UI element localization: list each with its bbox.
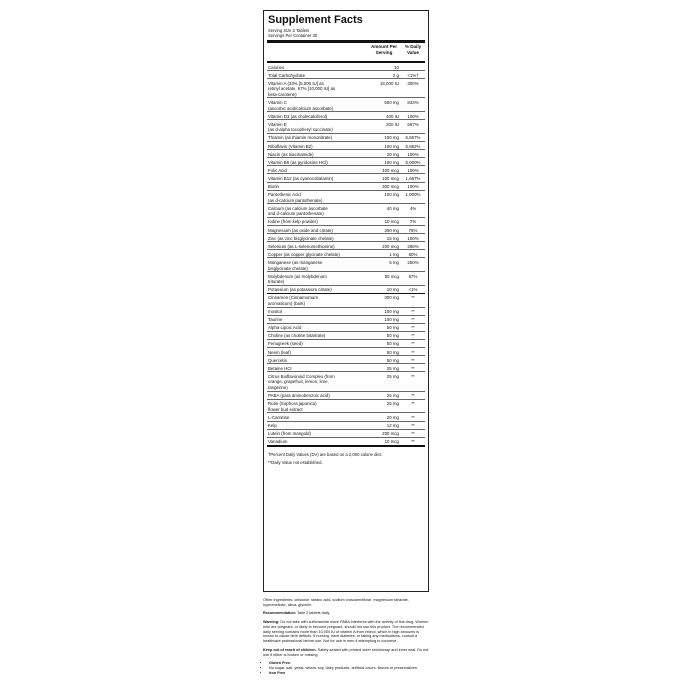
nutrient-daily-value: ** [411, 431, 415, 437]
nutrient-amount: 100 mg [384, 309, 399, 315]
nutrient-row [267, 413, 425, 421]
nutrient-amount: 400 mcg [382, 167, 399, 173]
nutrient-amount: 50 mg [386, 357, 399, 363]
nutrient-amount: 50 mcg [384, 273, 399, 279]
warning [263, 620, 429, 645]
nutrient-daily-value: 100% [407, 184, 419, 189]
nutrient-amount: 300 mcg [382, 184, 399, 189]
nutrient-row [267, 112, 425, 120]
nutrient-row [267, 174, 425, 182]
amount-header: Amount Per Serving [370, 44, 398, 55]
nutrient-amount: 25 mg [386, 401, 399, 407]
nutrient-name: Alpha Lipoic Acid [268, 325, 302, 331]
nutrient-row [267, 392, 425, 400]
nutrient-name: Vitamin C (ascorbic acid/calcium ascorbate) [268, 99, 334, 111]
nutrient-amount: 25 mg [386, 365, 399, 371]
nutrient-daily-value: 100% [407, 235, 419, 241]
nutrient-name: Selenium (as L-selenomethionine) [268, 243, 335, 249]
nutrient-daily-value: 250% [407, 259, 419, 265]
nutrient-row [267, 438, 425, 447]
nutrient-amount: 1 mg [389, 251, 399, 257]
nutrient-row [267, 166, 425, 174]
nutrient-row [267, 134, 425, 142]
nutrient-row [267, 356, 425, 364]
nutrient-row [267, 150, 425, 158]
recommendation-text: Take 2 tablets daily. [297, 611, 331, 616]
nutrient-name: Copper (as copper glycinate chelate) [268, 251, 340, 257]
nutrient-amount: 100 mcg [382, 175, 399, 181]
nutrient-name: Iodine (from kelp powder) [268, 219, 318, 225]
nutrient-name: Thiamin (as thiamin mononitrate) [268, 135, 333, 141]
free-from-label: Iron Free [269, 670, 286, 675]
free-from-item [269, 666, 429, 671]
nutrient-daily-value: 7% [409, 219, 417, 225]
nutrient-amount: 300 mg [384, 227, 399, 233]
nutrient-row [267, 422, 425, 430]
nutrient-amount: 300 mg [384, 295, 399, 301]
nutrient-amount: 15,000 IU [379, 80, 399, 86]
nutrient-daily-value: <1%† [407, 72, 419, 78]
nutrient-amount: 10 mcg [384, 439, 399, 445]
nutrient-daily-value: 100% [407, 167, 419, 173]
nutrient-name: Niacin (as niacinamide) [268, 151, 314, 157]
nutrient-amount: 50 mg [386, 325, 399, 331]
nutrient-amount: 100 mg [384, 317, 399, 323]
keep-out-label: Keep out of reach of children. [263, 647, 317, 652]
nutrient-row [267, 242, 425, 250]
nutrient-name: Vitamin B6 (as pyridoxine HCl) [268, 159, 328, 165]
nutrient-amount: 12 mg [386, 423, 399, 428]
nutrient-daily-value: 5,882% [405, 143, 421, 149]
nutrient-daily-value: 6,667% [405, 135, 421, 141]
nutrient-row [267, 79, 425, 98]
nutrient-amount: 50 mg [386, 333, 399, 339]
nutrient-name: Neem (leaf) [268, 349, 291, 355]
nutrient-daily-value: ** [411, 393, 415, 399]
nutrient-amount: 10 mg [386, 287, 399, 293]
nutrient-name: Vitamin A (33% [5,000 IU] as retinyl acetate, 67% [10,000 IU] as beta-carotene) [268, 80, 336, 97]
nutrient-daily-value: 5,000% [405, 159, 421, 165]
nutrient-table [267, 61, 425, 447]
footnote-daily-value: †Percent Daily Values (DV) are based on a 2,000 calorie diet. [268, 451, 382, 457]
nutrient-row [267, 71, 425, 79]
nutrient-name: Molybdenum (as molybdenum triturate) [268, 273, 327, 285]
nutrient-row [267, 98, 425, 112]
nutrient-amount: 25 mg [386, 393, 399, 399]
nutrient-amount: 100 mg [384, 135, 399, 141]
nutrient-row [267, 234, 425, 242]
nutrient-row [267, 332, 425, 340]
serving-size: Serving Size 2 Tablets [268, 28, 310, 33]
nutrient-row [267, 258, 425, 272]
nutrient-daily-value: ** [411, 357, 415, 363]
nutrient-name: Zinc (as zinc bisglycinate chelate) [268, 235, 334, 241]
nutrient-name: Vitamin B12 (as cyanocobalamin) [268, 175, 334, 181]
nutrient-daily-value: ** [411, 309, 415, 315]
daily-value-header: % Daily Value [404, 44, 422, 55]
nutrient-daily-value: 833% [407, 99, 419, 105]
nutrient-amount: 20 mg [386, 414, 399, 420]
nutrient-amount: 10 mcg [384, 219, 399, 225]
nutrient-row [267, 226, 425, 234]
nutrient-daily-value: ** [411, 325, 415, 331]
nutrient-name: Riboflavin (Vitamin B2) [268, 143, 313, 149]
warning-text: Do not take with sulfonamide since PABA interferes with the activity of this drug. Women who are pregnant, or likely to become pregnant, should not use this product. The recommended daily serving contains more than 10,000 IU of vitamin A from retinol, which in high amounts is known to cause birth defects. If nursing, have diabetes, or taking any medications, consult a healthcare professional before use. Not for use in men if attempting to conceive. [263, 619, 429, 644]
nutrient-daily-value: ** [411, 365, 415, 371]
nutrient-name: Biotin [268, 184, 279, 189]
nutrient-amount: 200 mcg [382, 243, 399, 249]
nutrient-daily-value: ** [411, 349, 415, 355]
nutrient-row [267, 340, 425, 348]
nutrient-daily-value: 300% [407, 80, 419, 86]
nutrient-daily-value: 1,000% [405, 192, 421, 198]
nutrient-name: Citrus Bioflavonoid Complex (from orange, grapefruit, lemon, lime, tangerine) [268, 373, 335, 391]
nutrient-row [267, 120, 425, 134]
nutrient-daily-value: 100% [407, 151, 419, 157]
warning-label: Warning: [263, 619, 280, 624]
nutrient-daily-value: ** [411, 373, 415, 379]
nutrient-row [267, 63, 425, 71]
column-header [267, 40, 425, 61]
nutrient-amount: 50 mg [386, 349, 399, 355]
nutrient-name: Inositol [268, 309, 282, 315]
nutrient-daily-value: ** [411, 401, 415, 407]
nutrient-amount: 100 mg [384, 192, 399, 198]
nutrient-daily-value: ** [411, 317, 415, 323]
free-from-label: Gluten Free. [269, 661, 292, 666]
nutrient-name: Magnesium (as oxide and citrate) [268, 227, 333, 233]
nutrient-row [267, 218, 425, 226]
label-notes [263, 598, 429, 676]
nutrient-amount: 10 [394, 64, 399, 70]
nutrient-name: Total Carbohydrate [268, 72, 306, 78]
nutrient-amount: 200 mcg [382, 431, 399, 437]
footnote-not-established: **Daily Value not established. [268, 459, 323, 465]
nutrient-name: Betaine HCl [268, 365, 292, 371]
nutrient-name: Manganese (as manganese bisglycinate chelate) [268, 259, 323, 271]
nutrient-row [267, 158, 425, 166]
recommendation [263, 611, 429, 616]
nutrient-daily-value: 667% [407, 121, 419, 127]
nutrient-row [267, 294, 425, 308]
nutrient-name: Kelp [268, 423, 277, 428]
nutrient-name: Lutein (from marigold) [268, 431, 311, 437]
nutrient-amount: 20 mg [386, 151, 399, 157]
nutrient-amount: 100 mg [384, 159, 399, 165]
nutrient-name: Vitamin D3 (as cholecalciferol) [268, 113, 328, 119]
nutrient-daily-value: ** [411, 414, 415, 420]
nutrient-amount: 25 mg [386, 373, 399, 379]
nutrient-row [267, 272, 425, 286]
nutrient-row [267, 183, 425, 191]
nutrient-name: L-Carnitine [268, 414, 290, 420]
nutrient-name: Calories [268, 64, 285, 70]
nutrient-daily-value: ** [411, 295, 415, 301]
nutrient-daily-value: 75% [408, 227, 418, 233]
nutrient-name: Vanadium [268, 439, 288, 445]
nutrient-name: Rutin (Sophora japonica) flower bud extract [268, 401, 317, 412]
free-from-item [269, 671, 429, 676]
nutrient-amount: 40 mg [386, 205, 399, 211]
nutrient-row [267, 316, 425, 324]
nutrient-amount: 200 IU [386, 121, 399, 127]
nutrient-row [267, 400, 425, 414]
nutrient-name: Potassium (as potassium citrate) [268, 287, 332, 293]
nutrient-daily-value: 67% [408, 273, 418, 279]
nutrient-daily-value: 100% [407, 113, 419, 119]
nutrient-row [267, 286, 425, 294]
nutrient-daily-value: ** [411, 423, 415, 428]
nutrient-amount: 2 g [392, 72, 399, 78]
nutrient-name: Pantothenic Acid (as d-calcium pantothenate) [268, 192, 323, 203]
nutrient-name: Quercetin [268, 357, 288, 363]
panel-title: Supplement Facts [268, 14, 363, 26]
nutrient-name: PABA (para aminobenzoic acid) [268, 393, 330, 399]
nutrient-daily-value: 286% [407, 243, 419, 249]
nutrient-daily-value: ** [411, 341, 415, 347]
nutrient-name: Fenugreek (seed) [268, 341, 303, 347]
nutrient-daily-value: ** [411, 439, 415, 445]
nutrient-row [267, 430, 425, 438]
nutrient-row [267, 348, 425, 356]
nutrient-amount: 500 mg [384, 99, 399, 105]
nutrient-row [267, 372, 425, 391]
supplement-facts-panel [263, 10, 429, 592]
panel-footnotes [267, 447, 425, 465]
nutrient-row [267, 324, 425, 332]
recommendation-label: Recommendation: [263, 611, 297, 616]
nutrient-amount: 5 mg [389, 259, 399, 265]
other-ingredients: Other ingredients: cellulose, stearic acid, sodium croscarmellose, magnesium stearate, hypromellose, silica, glycerin. [263, 598, 409, 607]
nutrient-amount: 50 mg [386, 341, 399, 347]
nutrient-name: Calcium (as calcium ascorbate and d-calcium pantothenate) [268, 205, 328, 217]
keep-out [263, 648, 429, 658]
nutrient-amount: 100 mg [384, 143, 399, 149]
keep-out-text: Safety sealed with printed outer shrinkwrap and inner seal. Do not use if either is broken or missing. [263, 647, 429, 657]
free-from-list [263, 661, 429, 676]
free-from-text: No sugar, salt, yeast, wheat, soy, dairy products, artificial colors, flavors or preservatives. [269, 665, 418, 670]
nutrient-name: Choline (as choline bitartrate) [268, 333, 326, 339]
nutrient-daily-value: 1,667% [405, 175, 421, 181]
nutrient-row [267, 204, 425, 218]
nutrient-row [267, 308, 425, 316]
nutrient-daily-value: ** [411, 333, 415, 339]
nutrient-name: Taurine [268, 317, 283, 323]
nutrient-daily-value: 50% [408, 251, 418, 257]
nutrient-name: Folic Acid [268, 167, 287, 173]
nutrient-row [267, 250, 425, 258]
nutrient-daily-value: 4% [409, 205, 417, 211]
nutrient-row [267, 364, 425, 372]
nutrient-row [267, 142, 425, 150]
nutrient-daily-value: <1% [408, 287, 418, 293]
nutrient-name: Cinnamon (Cinnamomum aromaticum) (bark) [268, 295, 319, 306]
nutrient-amount: 400 IU [386, 113, 399, 119]
nutrient-amount: 15 mg [386, 235, 399, 241]
nutrient-name: Vitamin E (as d-alpha tocopheryl succinate) [268, 121, 333, 133]
nutrient-row [267, 191, 425, 205]
servings-per-container: Servings Per Container 30 [268, 33, 318, 38]
